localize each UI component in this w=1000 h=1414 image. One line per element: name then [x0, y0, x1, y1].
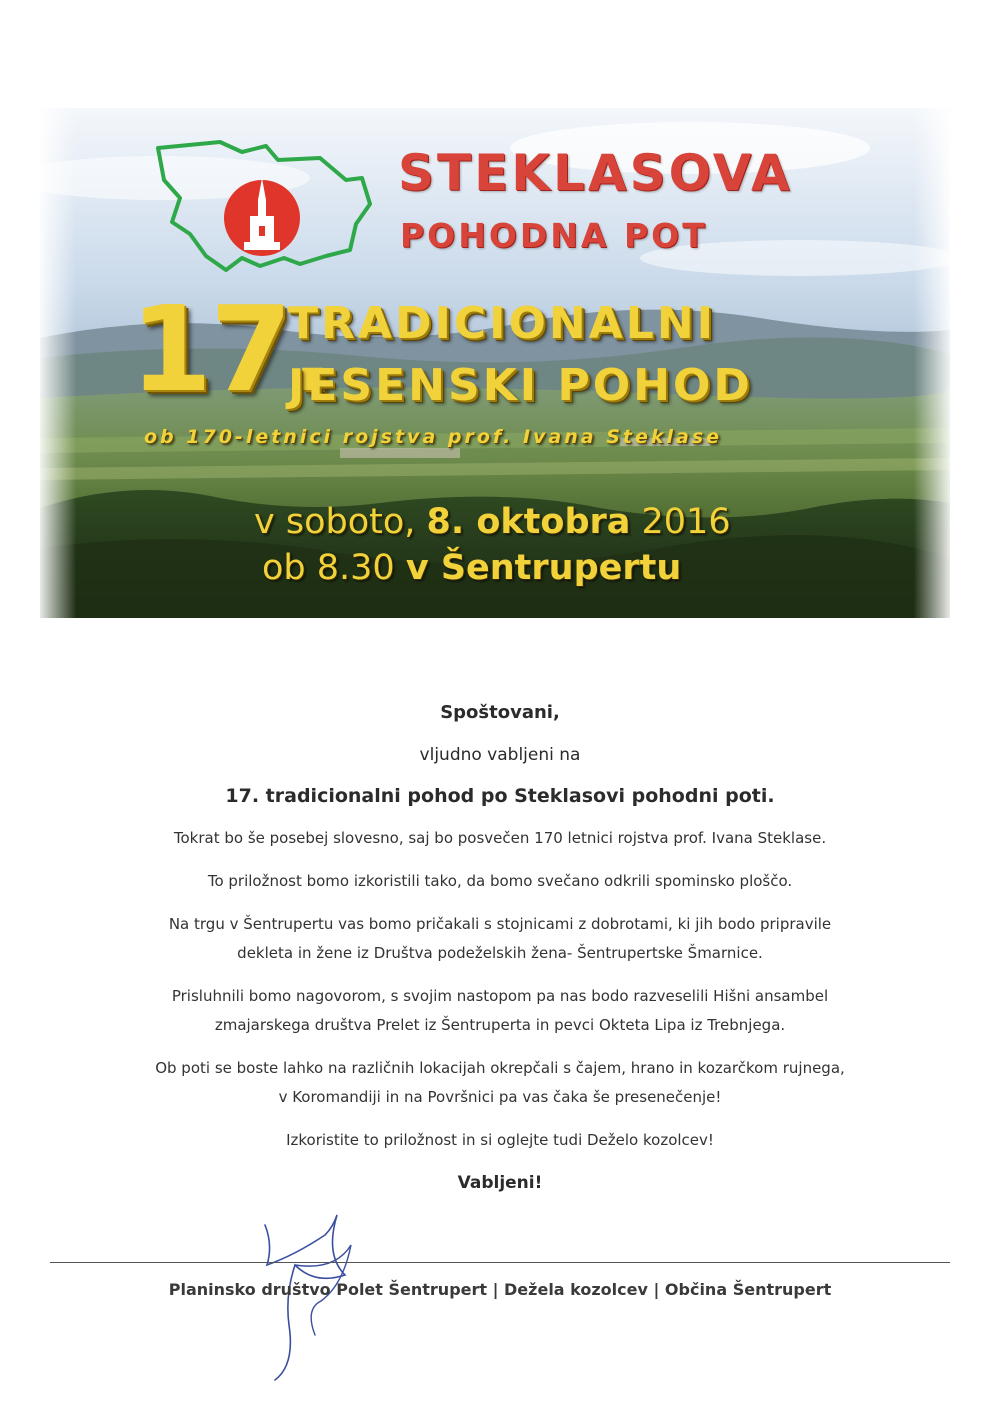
closing: Vabljeni! — [457, 1173, 543, 1193]
paragraph-line: dekleta in žene iz Društva podeželskih žena- Šentrupertske Šmarnice. — [237, 944, 763, 962]
banner-place: v Šentrupertu — [405, 548, 682, 588]
footer-organizers: Planinsko društvo Polet Šentrupert | Dežela kozolcev | Občina Šentrupert — [168, 1280, 832, 1299]
paragraph-line: v Koromandiji in na Površnici pa vas čaka še presenečenje! — [278, 1088, 722, 1106]
banner-event-line2: JESENSKI POHOD — [288, 360, 753, 411]
letter-paragraph — [0, 1054, 1000, 1112]
letter-paragraph — [0, 982, 1000, 1040]
letter-paragraphs — [0, 824, 1000, 1155]
banner-title: STEKLASOVA — [398, 144, 793, 202]
banner-date-suffix: 2016 — [630, 502, 731, 542]
paragraph-line: Prisluhnili bomo nagovorom, s svojim nastopom pa nas bodo razveselili Hišni ansambel — [171, 987, 829, 1005]
paragraph-line: Na trgu v Šentrupertu vas bomo pričakali s stojnicami z dobrotami, ki jih bodo pripravile — [168, 915, 832, 933]
greeting: Spoštovani, — [440, 702, 560, 723]
banner-subtitle: POHODNA POT — [400, 216, 708, 255]
paragraph-line: Ob poti se boste lahko na različnih lokacijah okrepčali s čajem, hrano in kozarčkom rujnega, — [155, 1059, 845, 1077]
letter-paragraph — [0, 910, 1000, 968]
banner-date-bold: 8. oktobra — [426, 502, 631, 542]
paragraph-line: Izkoristite to priložnost in si oglejte tudi Deželo kozolcev! — [286, 1131, 714, 1149]
banner-time-place — [262, 548, 681, 588]
banner-event-line1: TRADICIONALNI — [288, 298, 717, 349]
letter-headline: 17. tradicionalni pohod po Steklasovi pohodni poti. — [225, 785, 775, 807]
banner-dedication: ob 170-letnici rojstva prof. Ivana Steklase — [144, 426, 723, 448]
banner-date-prefix: v soboto, — [254, 502, 427, 542]
banner-time-prefix: ob 8.30 — [262, 548, 406, 588]
letter-paragraph — [0, 867, 1000, 896]
invitation-letter — [0, 700, 1000, 1193]
banner-date — [254, 502, 731, 542]
letter-paragraph — [0, 824, 1000, 853]
banner-edition-number: 17. — [130, 280, 334, 418]
letter-paragraph — [0, 1126, 1000, 1155]
paragraph-line: Tokrat bo še posebej slovesno, saj bo posvečen 170 letnici rojstva prof. Ivana Steklase. — [173, 829, 827, 847]
paragraph-line: To priložnost bomo izkoristili tako, da bomo svečano odkrili spominsko ploščo. — [207, 872, 793, 890]
invitation-line: vljudno vabljeni na — [419, 745, 581, 765]
paragraph-line: zmajarskega društva Prelet iz Šentruperta in pevci Okteta Lipa iz Trebnjega. — [214, 1016, 786, 1034]
footer-divider — [50, 1262, 950, 1263]
event-banner — [40, 108, 950, 618]
